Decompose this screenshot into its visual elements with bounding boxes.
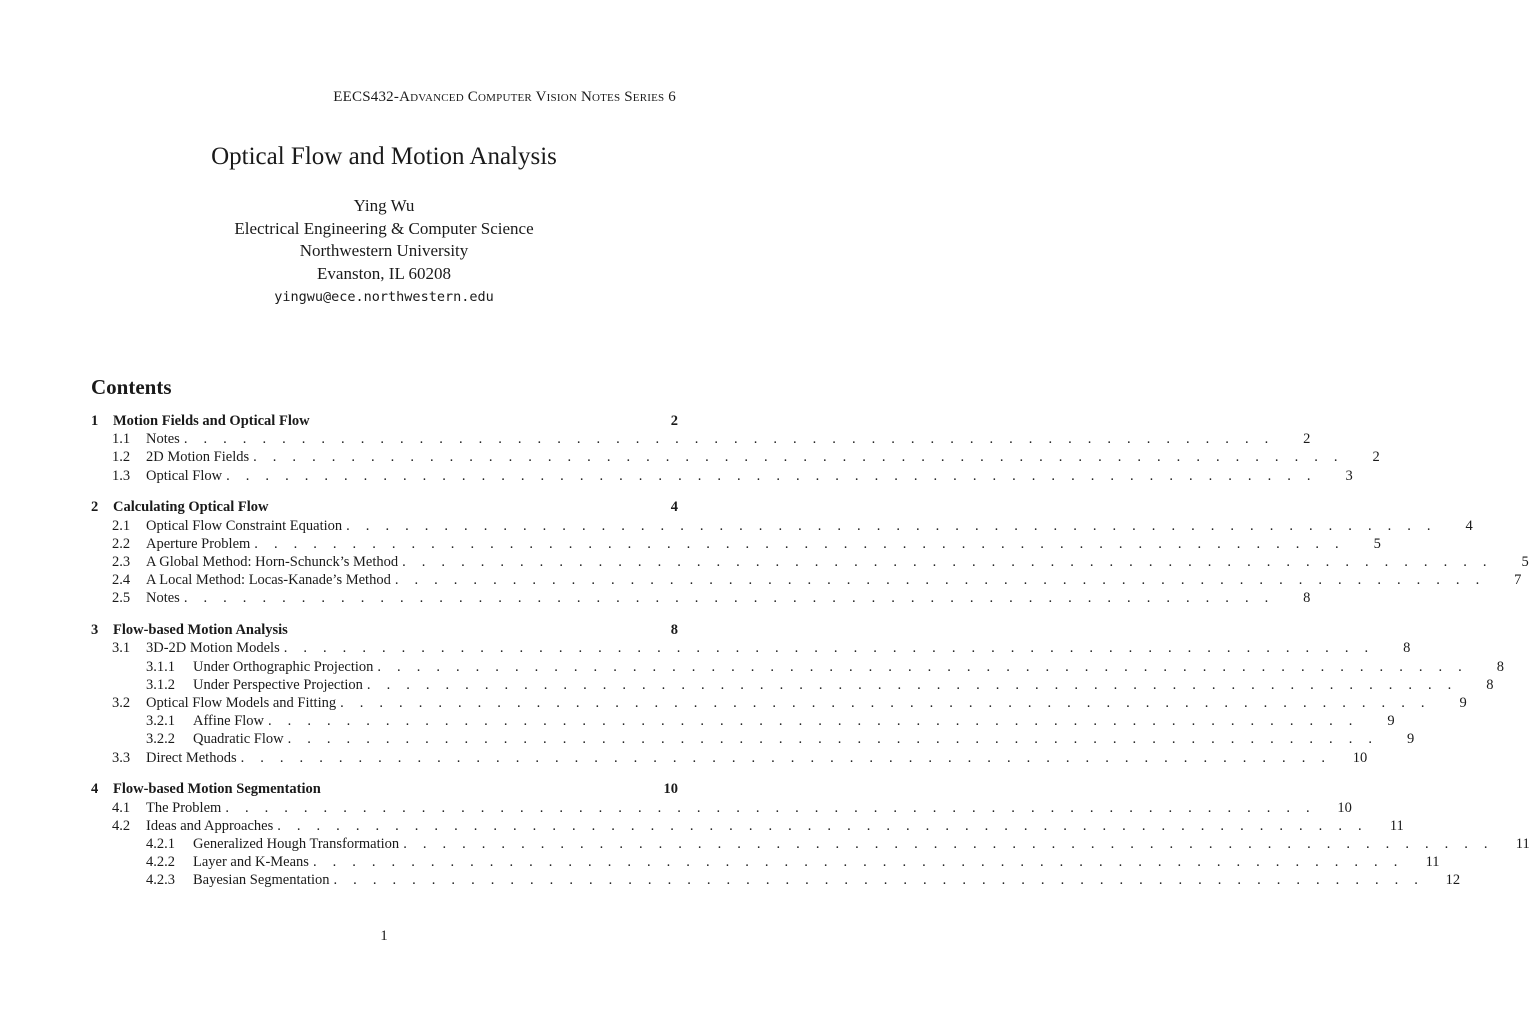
toc-entry-number: 2.1 — [112, 517, 131, 534]
toc-entry-title: Optical Flow — [146, 467, 223, 484]
toc-entry-number: 2.4 — [112, 572, 131, 589]
toc-subsection-row[interactable] — [91, 553, 1529, 571]
toc-dot-leader: . . . . . . . . . . . . . . . . . . . . . . . . . . . . . . . . . . . . . . . . . . . . . . . . . . . . . . . . — [312, 854, 1404, 871]
author-city: Evanston, IL 60208 — [317, 263, 451, 283]
toc-dot-leader: . . . . . . . . . . . . . . . . . . . . . . . . . . . . . . . . . . . . . . . . . . . . . . . . . . . . . . . . — [277, 817, 1368, 834]
author-department: Electrical Engineering & Computer Science — [234, 218, 534, 238]
running-header-series: Advanced Computer Vision Notes Series 6 — [399, 89, 676, 105]
toc-entry-number: 2.5 — [112, 590, 131, 607]
toc-entry-page: 11 — [1425, 854, 1440, 871]
toc-subsubsection-row[interactable] — [91, 658, 1504, 676]
toc-entry-title: Under Orthographic Projection — [193, 658, 374, 675]
running-header-prefix: EECS432- — [333, 89, 400, 105]
toc-subsection-row[interactable] — [91, 571, 1522, 589]
toc-entry-number: 4 — [91, 781, 99, 798]
toc-entry-number: 4.2.1 — [146, 836, 175, 852]
toc-entry-page: 9 — [1406, 731, 1415, 748]
toc-entry-title: Layer and K-Means — [193, 854, 309, 871]
toc-entry-title: Under Perspective Projection — [193, 676, 363, 693]
toc-entry-number: 1.3 — [112, 467, 131, 484]
toc-entry-page: 3 — [1345, 467, 1353, 484]
toc-section-row[interactable] — [91, 780, 678, 798]
toc-entry-title: Motion Fields and Optical Flow — [113, 413, 310, 429]
toc-subsection-row[interactable] — [91, 467, 1353, 485]
toc-dot-leader: . . . . . . . . . . . . . . . . . . . . . . . . . . . . . . . . . . . . . . . . . . . . . . . . . . . . . . . . — [377, 658, 1468, 675]
toc-subsubsection-row[interactable] — [91, 730, 1415, 748]
toc-entry-title: The Problem — [146, 799, 222, 816]
toc-dot-leader: . . . . . . . . . . . . . . . . . . . . . . . . . . . . . . . . . . . . . . . . . . . . . . . . . . . . . . . . — [366, 676, 1458, 693]
toc-entry-number: 3.2.2 — [146, 731, 175, 748]
toc-entry-page: 2 — [1372, 449, 1380, 466]
toc-entry-page: 2 — [670, 413, 678, 429]
author-university: Northwestern University — [299, 241, 469, 260]
toc-entry-page: 12 — [1445, 872, 1461, 889]
toc-subsubsection-row[interactable] — [91, 871, 1461, 889]
toc-entry-page: 9 — [1387, 713, 1395, 730]
toc-entry-title: Affine Flow — [193, 713, 265, 730]
toc-entry-number: 3.1 — [112, 640, 131, 657]
toc-entry-page: 10 — [1337, 799, 1352, 816]
author-email[interactable]: yingwu@ece.northwestern.edu — [274, 289, 494, 305]
toc-entry-page: 5 — [1521, 554, 1529, 570]
toc-dot-leader: . . . . . . . . . . . . . . . . . . . . . . . . . . . . . . . . . . . . . . . . . . . . . . . . . . . . . . . . — [183, 590, 1275, 607]
toc-entry-page: 8 — [1403, 640, 1411, 657]
toc-entry-number: 1.2 — [112, 449, 131, 466]
toc-subsubsection-row[interactable] — [91, 676, 1494, 694]
toc-entry-page: 7 — [1514, 572, 1522, 589]
toc-entry-page: 8 — [1486, 676, 1494, 693]
toc-dot-leader: . . . . . . . . . . . . . . . . . . . . . . . . . . . . . . . . . . . . . . . . . . . . . . . . . . . . . . . . — [394, 572, 1486, 589]
toc-entry-page: 8 — [670, 622, 678, 639]
toc-entry-page: 8 — [1303, 590, 1311, 607]
toc-entry-title: Bayesian Segmentation — [193, 872, 330, 889]
toc-dot-leader: . . . . . . . . . . . . . . . . . . . . . . . . . . . . . . . . . . . . . . . . . . . . . . . . . . . . . . . . — [287, 731, 1379, 748]
toc-entry-title: Ideas and Approaches — [146, 817, 274, 834]
toc-entry-title: Flow-based Motion Analysis — [113, 622, 288, 639]
toc-subsection-row[interactable] — [91, 799, 1352, 817]
toc-subsection-row[interactable] — [91, 817, 1404, 835]
toc-entry-title: Flow-based Motion Segmentation — [113, 781, 321, 798]
toc-entry-number: 3.1.2 — [146, 676, 175, 693]
toc-entry-number: 4.1 — [112, 799, 131, 816]
toc-subsection-row[interactable] — [91, 448, 1380, 466]
toc-subsection-row[interactable] — [91, 535, 1381, 553]
document-title: Optical Flow and Motion Analysis — [211, 143, 557, 170]
toc-entry-page: 5 — [1373, 535, 1381, 552]
toc-subsection-row[interactable] — [91, 694, 1467, 712]
toc-subsection-row[interactable] — [91, 639, 1411, 657]
toc-entry-number: 3 — [91, 622, 99, 639]
toc-entry-number: 2.2 — [112, 535, 131, 552]
toc-entry-title: Notes — [146, 431, 180, 448]
toc-dot-leader: . . . . . . . . . . . . . . . . . . . . . . . . . . . . . . . . . . . . . . . . . . . . . . . . . . . . . . . . — [183, 431, 1275, 448]
author-name: Ying Wu — [353, 196, 415, 215]
toc-entry-page: 11 — [1389, 817, 1404, 834]
toc-entry-number: 3.1.1 — [146, 658, 175, 675]
toc-entry-page: 11 — [1515, 836, 1530, 852]
page-number: 1 — [380, 928, 388, 944]
toc-entry-title: Optical Flow Constraint Equation — [146, 517, 343, 534]
toc-entry-page: 4 — [1465, 517, 1473, 534]
toc-subsection-row[interactable] — [91, 589, 1311, 607]
toc-section-row[interactable] — [91, 412, 678, 430]
toc-dot-leader: . . . . . . . . . . . . . . . . . . . . . . . . . . . . . . . . . . . . . . . . . . . . . . . . . . . . . . . . — [402, 554, 1493, 570]
toc-entry-number: 3.2 — [112, 695, 131, 711]
toc-dot-leader: . . . . . . . . . . . . . . . . . . . . . . . . . . . . . . . . . . . . . . . . . . . . . . . . . . . . . . . . — [333, 872, 1425, 889]
toc-entry-title: A Global Method: Horn-Schunck’s Method — [146, 554, 399, 570]
toc-entry-page: 4 — [670, 499, 678, 516]
toc-entry-page: 8 — [1496, 658, 1504, 675]
toc-entry-title: Notes — [146, 590, 180, 607]
toc-dot-leader: . . . . . . . . . . . . . . . . . . . . . . . . . . . . . . . . . . . . . . . . . . . . . . . . . . . . . . . . — [226, 467, 1317, 484]
toc-subsection-row[interactable] — [91, 749, 1368, 767]
toc-dot-leader: . . . . . . . . . . . . . . . . . . . . . . . . . . . . . . . . . . . . . . . . . . . . . . . . . . . . . . . . — [268, 713, 1359, 730]
toc-dot-leader: . . . . . . . . . . . . . . . . . . . . . . . . . . . . . . . . . . . . . . . . . . . . . . . . . . . . . . . . — [225, 799, 1316, 816]
toc-entry-number: 4.2 — [112, 817, 131, 834]
toc-entry-number: 2.3 — [112, 554, 131, 570]
toc-entry-title: Direct Methods — [146, 749, 237, 766]
toc-entry-number: 3.2.1 — [146, 713, 175, 730]
toc-entry-title: 2D Motion Fields — [146, 449, 250, 466]
toc-entry-page: 10 — [663, 781, 678, 798]
toc-entry-number: 3.3 — [112, 749, 131, 766]
toc-entry-page: 9 — [1459, 695, 1467, 711]
toc-section-row[interactable] — [91, 498, 678, 516]
table-of-contents — [91, 412, 1530, 890]
toc-dot-leader: . . . . . . . . . . . . . . . . . . . . . . . . . . . . . . . . . . . . . . . . . . . . . . . . . . . . . . . . — [346, 517, 1437, 534]
toc-entry-number: 4.2.3 — [146, 872, 175, 889]
running-header — [333, 89, 676, 106]
toc-dot-leader: . . . . . . . . . . . . . . . . . . . . . . . . . . . . . . . . . . . . . . . . . . . . . . . . . . . . . . . . — [340, 695, 1431, 711]
toc-subsection-row[interactable] — [91, 517, 1473, 535]
toc-dot-leader: . . . . . . . . . . . . . . . . . . . . . . . . . . . . . . . . . . . . . . . . . . . . . . . . . . . . . . . . — [403, 836, 1494, 852]
toc-entry-title: 3D-2D Motion Models — [146, 640, 280, 657]
toc-subsubsection-row[interactable] — [91, 712, 1395, 730]
contents-heading: Contents — [91, 375, 172, 399]
toc-dot-leader: . . . . . . . . . . . . . . . . . . . . . . . . . . . . . . . . . . . . . . . . . . . . . . . . . . . . . . . . — [283, 640, 1375, 657]
toc-subsection-row[interactable] — [91, 430, 1311, 448]
toc-entry-title: Calculating Optical Flow — [113, 499, 269, 516]
toc-entry-number: 1.1 — [112, 431, 131, 448]
toc-dot-leader: . . . . . . . . . . . . . . . . . . . . . . . . . . . . . . . . . . . . . . . . . . . . . . . . . . . . . . . . — [240, 749, 1332, 766]
toc-section-row[interactable] — [91, 621, 678, 639]
toc-entry-title: A Local Method: Locas-Kanade’s Method — [146, 572, 391, 589]
toc-entry-title: Optical Flow Models and Fitting — [146, 695, 337, 711]
toc-entry-number: 1 — [91, 413, 99, 429]
toc-subsubsection-row[interactable] — [91, 853, 1440, 871]
toc-entry-number: 2 — [91, 499, 99, 516]
toc-entry-title: Quadratic Flow — [193, 731, 284, 748]
toc-entry-number: 4.2.2 — [146, 854, 175, 871]
toc-entry-page: 2 — [1303, 431, 1311, 448]
author-block — [0, 195, 768, 309]
toc-dot-leader: . . . . . . . . . . . . . . . . . . . . . . . . . . . . . . . . . . . . . . . . . . . . . . . . . . . . . . . . — [253, 449, 1344, 466]
toc-subsubsection-row[interactable] — [91, 835, 1530, 853]
toc-entry-title: Aperture Problem — [146, 535, 251, 552]
toc-dot-leader: . . . . . . . . . . . . . . . . . . . . . . . . . . . . . . . . . . . . . . . . . . . . . . . . . . . . . . . . — [254, 535, 1345, 552]
toc-entry-page: 10 — [1352, 749, 1368, 766]
toc-entry-title: Generalized Hough Transformation — [193, 836, 400, 852]
